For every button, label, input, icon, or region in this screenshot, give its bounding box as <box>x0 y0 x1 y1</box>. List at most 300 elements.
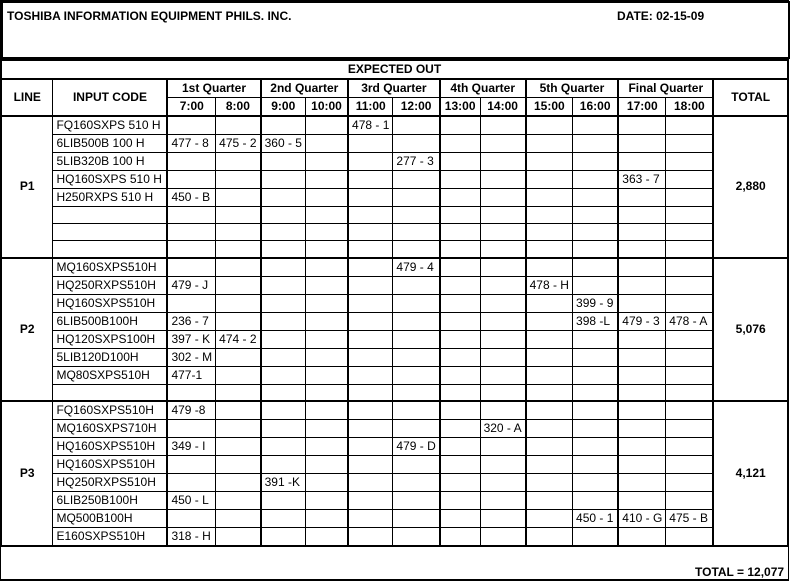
input-code-cell <box>53 224 167 241</box>
time-cell <box>573 348 619 366</box>
time-cell <box>393 510 440 528</box>
time-cell <box>573 258 619 277</box>
table-row <box>2 241 788 258</box>
time-cell <box>216 189 261 207</box>
time-cell <box>573 135 619 153</box>
time-cell <box>348 366 393 384</box>
time-cell <box>573 330 619 348</box>
time-header: 8:00 <box>216 98 261 117</box>
time-cell <box>440 135 480 153</box>
time-cell <box>348 420 393 438</box>
time-cell <box>348 135 393 153</box>
total-header: TOTAL <box>713 79 787 116</box>
time-cell <box>261 171 306 189</box>
time-cell: 478 - H <box>526 276 573 294</box>
time-cell <box>216 153 261 171</box>
time-cell <box>666 189 714 207</box>
time-cell <box>666 258 714 277</box>
time-cell <box>261 348 306 366</box>
time-cell <box>480 189 526 207</box>
time-cell <box>261 492 306 510</box>
time-cell <box>526 116 573 135</box>
time-header: 12:00 <box>393 98 440 117</box>
time-cell <box>393 171 440 189</box>
time-cell <box>573 207 619 224</box>
time-cell <box>440 241 480 258</box>
time-cell <box>440 401 480 420</box>
time-cell: 479 - 4 <box>393 258 440 277</box>
time-cell <box>216 241 261 258</box>
time-cell <box>261 312 306 330</box>
company-name: TOSHIBA INFORMATION EQUIPMENT PHILS. INC. <box>7 9 292 23</box>
time-cell <box>526 153 573 171</box>
line-cell: P2 <box>2 258 53 402</box>
time-cell <box>526 135 573 153</box>
input-code-cell: HQ160SXPS510H <box>53 294 167 312</box>
time-cell <box>440 258 480 277</box>
time-cell <box>261 401 306 420</box>
time-header: 7:00 <box>167 98 215 117</box>
input-code-cell: HQ160SXPS510H <box>53 438 167 456</box>
time-cell <box>573 116 619 135</box>
table-row <box>2 116 788 135</box>
table-row <box>2 366 788 384</box>
table-row <box>2 189 788 207</box>
time-cell <box>666 153 714 171</box>
time-cell <box>167 207 215 224</box>
table-row <box>2 207 788 224</box>
time-cell <box>261 276 306 294</box>
time-cell: 479 - 3 <box>618 312 666 330</box>
time-cell <box>216 420 261 438</box>
time-cell <box>618 420 666 438</box>
time-header: 16:00 <box>573 98 619 117</box>
time-cell: 236 - 7 <box>167 312 215 330</box>
table-row <box>2 312 788 330</box>
time-cell <box>348 276 393 294</box>
time-cell <box>261 366 306 384</box>
time-cell <box>480 312 526 330</box>
time-cell <box>618 241 666 258</box>
time-cell <box>573 171 619 189</box>
time-header: 11:00 <box>348 98 393 117</box>
quarter-header: Final Quarter <box>618 79 713 98</box>
time-cell <box>216 528 261 547</box>
time-cell <box>618 135 666 153</box>
time-cell <box>440 438 480 456</box>
input-code-cell <box>53 384 167 401</box>
time-cell: 302 - M <box>167 348 215 366</box>
time-cell: 391 -K <box>261 474 306 492</box>
time-cell <box>216 366 261 384</box>
time-cell <box>573 276 619 294</box>
input-code-cell: E160SXPS510H <box>53 528 167 547</box>
time-cell <box>216 456 261 474</box>
input-code-cell: HQ250RXPS510H <box>53 276 167 294</box>
group-total-cell: 4,121 <box>713 401 787 546</box>
time-cell <box>393 135 440 153</box>
grand-total: TOTAL = 12,077 <box>695 565 785 579</box>
time-cell <box>526 241 573 258</box>
time-cell <box>216 171 261 189</box>
time-cell <box>261 510 306 528</box>
time-cell <box>480 224 526 241</box>
time-header: 15:00 <box>526 98 573 117</box>
time-cell <box>216 276 261 294</box>
time-cell <box>526 224 573 241</box>
time-cell <box>348 492 393 510</box>
expected-out-header: EXPECTED OUT <box>2 60 788 79</box>
quarter-header: 3rd Quarter <box>348 79 440 98</box>
input-code-cell: 6LIB250B100H <box>53 492 167 510</box>
time-cell <box>440 348 480 366</box>
input-code-cell: FQ160SXPS510H <box>53 401 167 420</box>
time-cell <box>526 258 573 277</box>
time-cell: 360 - 5 <box>261 135 306 153</box>
time-cell <box>348 438 393 456</box>
input-code-cell: HQ160SXPS510H <box>53 456 167 474</box>
time-cell <box>526 438 573 456</box>
table-row <box>2 330 788 348</box>
time-cell <box>440 420 480 438</box>
input-code-cell: 5LIB320B 100 H <box>53 153 167 171</box>
time-cell <box>573 366 619 384</box>
time-cell <box>440 456 480 474</box>
time-cell <box>618 153 666 171</box>
input-code-cell: 6LIB500B 100 H <box>53 135 167 153</box>
quarter-header: 5th Quarter <box>526 79 619 98</box>
time-cell <box>393 401 440 420</box>
time-cell <box>618 474 666 492</box>
table-row <box>2 384 788 401</box>
time-cell <box>618 207 666 224</box>
time-cell: 477 - 8 <box>167 135 215 153</box>
time-cell <box>618 116 666 135</box>
time-cell <box>480 366 526 384</box>
time-cell <box>573 189 619 207</box>
input-code-cell <box>53 241 167 258</box>
time-cell: 474 - 2 <box>216 330 261 348</box>
time-cell <box>480 294 526 312</box>
time-cell <box>261 224 306 241</box>
time-cell <box>573 153 619 171</box>
line-cell: P3 <box>2 401 53 546</box>
time-cell <box>573 241 619 258</box>
time-cell <box>305 420 348 438</box>
table-row <box>2 528 788 547</box>
table-row <box>2 474 788 492</box>
time-cell <box>480 330 526 348</box>
time-cell <box>393 384 440 401</box>
time-cell <box>526 366 573 384</box>
time-cell <box>167 224 215 241</box>
time-cell <box>348 153 393 171</box>
time-cell: 477-1 <box>167 366 215 384</box>
time-cell <box>261 456 306 474</box>
time-cell <box>666 135 714 153</box>
time-header: 18:00 <box>666 98 714 117</box>
time-cell <box>305 330 348 348</box>
time-cell <box>167 116 215 135</box>
time-cell <box>666 401 714 420</box>
table-row <box>2 294 788 312</box>
time-cell <box>618 438 666 456</box>
time-cell <box>526 384 573 401</box>
group-total-cell: 2,880 <box>713 116 787 258</box>
time-cell <box>618 276 666 294</box>
time-cell <box>666 474 714 492</box>
time-cell <box>666 207 714 224</box>
quarter-header: 1st Quarter <box>167 79 260 98</box>
time-cell <box>573 456 619 474</box>
input-code-cell: HQ120SXPS100H <box>53 330 167 348</box>
time-cell <box>261 294 306 312</box>
time-cell <box>440 510 480 528</box>
table-row <box>2 456 788 474</box>
time-cell <box>305 510 348 528</box>
time-cell <box>261 153 306 171</box>
time-cell <box>167 258 215 277</box>
time-cell <box>440 294 480 312</box>
table-row <box>2 153 788 171</box>
time-cell <box>480 153 526 171</box>
table-row <box>2 258 788 277</box>
time-cell <box>440 528 480 547</box>
table-row <box>2 276 788 294</box>
time-cell: 478 - A <box>666 312 714 330</box>
time-cell <box>526 348 573 366</box>
quarter-header: 4th Quarter <box>440 79 526 98</box>
time-cell <box>440 171 480 189</box>
time-cell <box>618 384 666 401</box>
time-cell: 398 -L <box>573 312 619 330</box>
time-cell <box>573 492 619 510</box>
time-cell <box>618 189 666 207</box>
time-cell <box>526 492 573 510</box>
time-cell <box>305 171 348 189</box>
line-header: LINE <box>2 79 53 116</box>
time-cell <box>440 207 480 224</box>
time-cell <box>480 384 526 401</box>
time-cell <box>526 510 573 528</box>
time-cell <box>305 276 348 294</box>
table-row <box>2 438 788 456</box>
time-cell <box>666 366 714 384</box>
time-cell <box>393 492 440 510</box>
input-code-cell: MQ160SXPS710H <box>53 420 167 438</box>
line-cell: P1 <box>2 116 53 258</box>
time-cell <box>393 312 440 330</box>
time-cell <box>666 171 714 189</box>
table-row <box>2 420 788 438</box>
time-cell <box>666 348 714 366</box>
time-cell <box>348 510 393 528</box>
time-cell <box>480 258 526 277</box>
time-cell <box>216 294 261 312</box>
time-cell <box>393 276 440 294</box>
time-cell: 320 - A <box>480 420 526 438</box>
time-cell: 475 - 2 <box>216 135 261 153</box>
time-cell <box>216 224 261 241</box>
time-cell <box>261 189 306 207</box>
time-cell <box>526 312 573 330</box>
time-cell <box>440 153 480 171</box>
time-cell <box>393 241 440 258</box>
time-cell <box>261 207 306 224</box>
input-code-cell: 5LIB120D100H <box>53 348 167 366</box>
table-row <box>2 492 788 510</box>
time-cell <box>440 276 480 294</box>
table-row <box>2 224 788 241</box>
time-cell <box>348 189 393 207</box>
time-cell <box>261 330 306 348</box>
time-cell: 475 - B <box>666 510 714 528</box>
time-cell <box>261 258 306 277</box>
time-cell <box>216 116 261 135</box>
time-cell <box>618 456 666 474</box>
time-cell <box>305 241 348 258</box>
time-cell <box>393 528 440 547</box>
time-cell <box>480 456 526 474</box>
time-cell <box>216 258 261 277</box>
time-cell <box>167 294 215 312</box>
time-cell <box>216 492 261 510</box>
time-cell <box>480 492 526 510</box>
quarter-header: 2nd Quarter <box>261 79 348 98</box>
time-cell <box>167 241 215 258</box>
time-cell <box>526 171 573 189</box>
input-code-cell: MQ80SXPS510H <box>53 366 167 384</box>
time-cell: 318 - H <box>167 528 215 547</box>
time-cell <box>167 510 215 528</box>
time-cell <box>526 401 573 420</box>
time-cell <box>167 171 215 189</box>
time-cell <box>480 276 526 294</box>
input-code-cell: FQ160SXPS 510 H <box>53 116 167 135</box>
time-cell <box>305 135 348 153</box>
time-cell <box>440 492 480 510</box>
time-cell <box>666 456 714 474</box>
table-row <box>2 171 788 189</box>
time-cell <box>618 258 666 277</box>
time-cell <box>348 456 393 474</box>
time-cell <box>261 116 306 135</box>
group-total-cell: 5,076 <box>713 258 787 402</box>
time-cell <box>480 438 526 456</box>
time-cell <box>618 348 666 366</box>
time-cell <box>526 474 573 492</box>
time-cell <box>440 384 480 401</box>
time-cell <box>305 474 348 492</box>
time-cell <box>666 276 714 294</box>
time-cell <box>305 207 348 224</box>
time-cell <box>167 153 215 171</box>
time-cell <box>480 510 526 528</box>
time-cell <box>305 258 348 277</box>
time-cell <box>666 438 714 456</box>
time-cell <box>305 401 348 420</box>
time-cell <box>305 189 348 207</box>
table-row <box>2 401 788 420</box>
time-cell <box>480 474 526 492</box>
time-cell <box>526 420 573 438</box>
input-code-cell: MQ160SXPS510H <box>53 258 167 277</box>
time-cell <box>261 528 306 547</box>
time-cell <box>618 224 666 241</box>
time-cell <box>167 474 215 492</box>
time-cell <box>348 171 393 189</box>
time-cell <box>305 312 348 330</box>
time-cell <box>573 438 619 456</box>
time-cell <box>526 456 573 474</box>
time-cell <box>348 207 393 224</box>
time-cell <box>167 384 215 401</box>
time-cell <box>305 384 348 401</box>
time-cell <box>526 330 573 348</box>
time-cell <box>666 294 714 312</box>
time-cell <box>393 116 440 135</box>
time-cell <box>305 366 348 384</box>
time-cell <box>348 312 393 330</box>
table-row <box>2 510 788 528</box>
time-cell <box>666 116 714 135</box>
time-cell <box>573 474 619 492</box>
time-cell <box>666 330 714 348</box>
time-cell <box>526 294 573 312</box>
time-cell <box>167 420 215 438</box>
time-cell <box>573 401 619 420</box>
time-cell <box>216 401 261 420</box>
time-cell <box>348 474 393 492</box>
time-cell <box>526 528 573 547</box>
time-cell <box>618 492 666 510</box>
time-cell <box>305 456 348 474</box>
time-cell <box>666 384 714 401</box>
time-cell <box>261 420 306 438</box>
table-row <box>2 348 788 366</box>
time-cell <box>480 135 526 153</box>
input-code-cell: HQ250RXPS510H <box>53 474 167 492</box>
time-cell <box>480 401 526 420</box>
time-cell <box>348 384 393 401</box>
sheet-date: DATE: 02-15-09 <box>617 9 705 23</box>
time-cell <box>393 207 440 224</box>
time-cell <box>393 189 440 207</box>
time-cell: 450 - 1 <box>573 510 619 528</box>
time-cell <box>261 438 306 456</box>
input-code-cell <box>53 207 167 224</box>
time-cell <box>348 528 393 547</box>
time-cell <box>216 207 261 224</box>
time-cell <box>393 474 440 492</box>
time-cell <box>348 348 393 366</box>
time-cell <box>393 420 440 438</box>
input-code-cell: MQ500B100H <box>53 510 167 528</box>
time-cell <box>305 116 348 135</box>
time-cell: 397 - K <box>167 330 215 348</box>
time-cell <box>348 241 393 258</box>
time-cell <box>573 224 619 241</box>
time-cell <box>393 366 440 384</box>
time-cell <box>261 384 306 401</box>
time-cell <box>480 348 526 366</box>
time-header: 17:00 <box>618 98 666 117</box>
time-cell <box>618 401 666 420</box>
time-cell <box>348 330 393 348</box>
time-cell <box>305 492 348 510</box>
time-cell <box>305 224 348 241</box>
time-cell: 277 - 3 <box>393 153 440 171</box>
